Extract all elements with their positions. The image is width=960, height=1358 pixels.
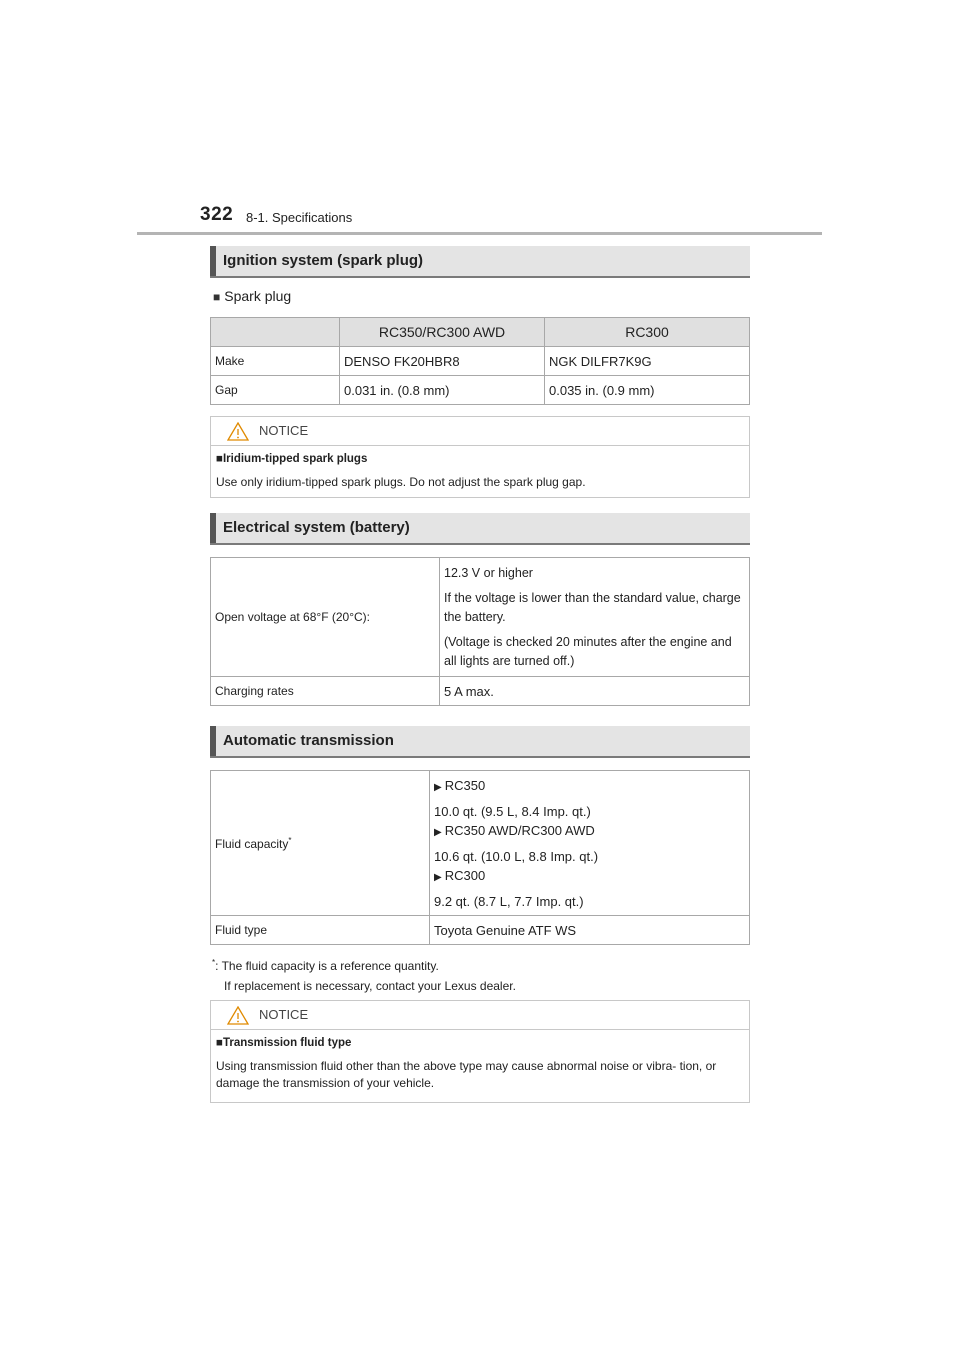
row-label: Fluid type xyxy=(211,916,430,945)
header-rule xyxy=(137,232,822,235)
square-bullet-icon: ■ xyxy=(213,290,221,304)
footnote: *: The fluid capacity is a reference quantity. If replacement is necessary, contact your Lexus dealer. xyxy=(212,958,516,993)
notice-text: Using transmission fluid other than the above type may cause abnormal noise or vibra- tion, or damage the transmission of your vehicle. xyxy=(216,1059,717,1090)
section-marker xyxy=(210,513,216,543)
table-header-row xyxy=(211,318,750,347)
row-label: Fluid capacity* xyxy=(211,771,430,916)
page-number: 322 xyxy=(200,204,234,225)
notice-title: NOTICE xyxy=(259,1007,309,1022)
notice-box-spark-plugs xyxy=(210,416,750,498)
notice-body xyxy=(211,1030,749,1102)
table-row xyxy=(211,677,750,706)
capacity-value: 10.6 qt. (10.0 L, 8.8 Imp. qt.) xyxy=(434,848,599,864)
warning-triangle-icon xyxy=(227,422,249,441)
table-cell: 5 A max. xyxy=(440,677,750,706)
notice-text: Use only iridium-tipped spark plugs. Do not adjust the spark plug gap. xyxy=(216,475,586,489)
ignition-section-bar xyxy=(210,246,750,278)
capacity-value: 10.0 qt. (9.5 L, 8.4 Imp. qt.) xyxy=(434,803,591,819)
model-label: ▶ RC350 xyxy=(434,777,486,793)
capacity-value: 9.2 qt. (8.7 L, 7.7 Imp. qt.) xyxy=(434,893,584,909)
transmission-section-title: Automatic transmission xyxy=(223,732,394,749)
table-row xyxy=(211,347,750,376)
notice-subtitle: ■Iridium-tipped spark plugs xyxy=(216,453,368,465)
model-label: ▶ RC300 xyxy=(434,867,486,883)
notice-subtitle: ■Transmission fluid type xyxy=(216,1037,352,1049)
warning-triangle-icon xyxy=(227,1006,249,1025)
electrical-section-title: Electrical system (battery) xyxy=(223,519,410,536)
table-header-cell: RC350/RC300 AWD xyxy=(340,318,545,347)
table-header-cell xyxy=(211,318,340,347)
transmission-section-bar xyxy=(210,726,750,758)
transmission-table xyxy=(210,770,750,945)
triangle-bullet-icon: ▶ xyxy=(434,781,442,793)
notice-header xyxy=(211,417,749,446)
notice-title: NOTICE xyxy=(259,423,309,438)
table-row xyxy=(211,771,750,916)
square-bullet-icon: ■ xyxy=(216,453,223,465)
section-marker xyxy=(210,246,216,276)
table-row xyxy=(211,558,750,677)
spark-plug-table xyxy=(210,317,750,405)
section-marker xyxy=(210,726,216,756)
table-row xyxy=(211,916,750,945)
notice-box-transmission-fluid xyxy=(210,1000,750,1103)
table-cell xyxy=(430,771,750,916)
square-bullet-icon: ■ xyxy=(216,1037,223,1049)
table-cell: 0.035 in. (0.9 mm) xyxy=(545,376,750,405)
ignition-section-title: Ignition system (spark plug) xyxy=(223,252,424,269)
electrical-section-bar xyxy=(210,513,750,545)
voltage-check-note: (Voltage is checked 20 minutes after the engine and all lights are turned off.) xyxy=(444,634,732,668)
table-header-cell: RC300 xyxy=(545,318,750,347)
row-label: Gap xyxy=(211,376,340,405)
table-cell xyxy=(440,558,750,677)
table-cell: 0.031 in. (0.8 mm) xyxy=(340,376,545,405)
footnote-marker: * xyxy=(288,835,292,845)
table-row xyxy=(211,376,750,405)
triangle-bullet-icon: ▶ xyxy=(434,871,442,883)
row-label: Make xyxy=(211,347,340,376)
table-cell: DENSO FK20HBR8 xyxy=(340,347,545,376)
section-title: 8-1. Specifications xyxy=(246,210,353,225)
voltage-note: If the voltage is lower than the standard value, charge the battery. xyxy=(444,590,741,624)
battery-table xyxy=(210,557,750,706)
notice-body xyxy=(211,446,749,497)
row-label: Open voltage at 68°F (20°C): xyxy=(211,558,440,677)
spark-plug-heading: ■ Spark plug xyxy=(213,288,292,304)
table-cell: Toyota Genuine ATF WS xyxy=(430,916,750,945)
row-label: Charging rates xyxy=(211,677,440,706)
table-cell: NGK DILFR7K9G xyxy=(545,347,750,376)
voltage-value: 12.3 V or higher xyxy=(444,565,533,580)
notice-header xyxy=(211,1001,749,1030)
model-label: ▶ RC350 AWD/RC300 AWD xyxy=(434,822,595,838)
triangle-bullet-icon: ▶ xyxy=(434,826,442,838)
